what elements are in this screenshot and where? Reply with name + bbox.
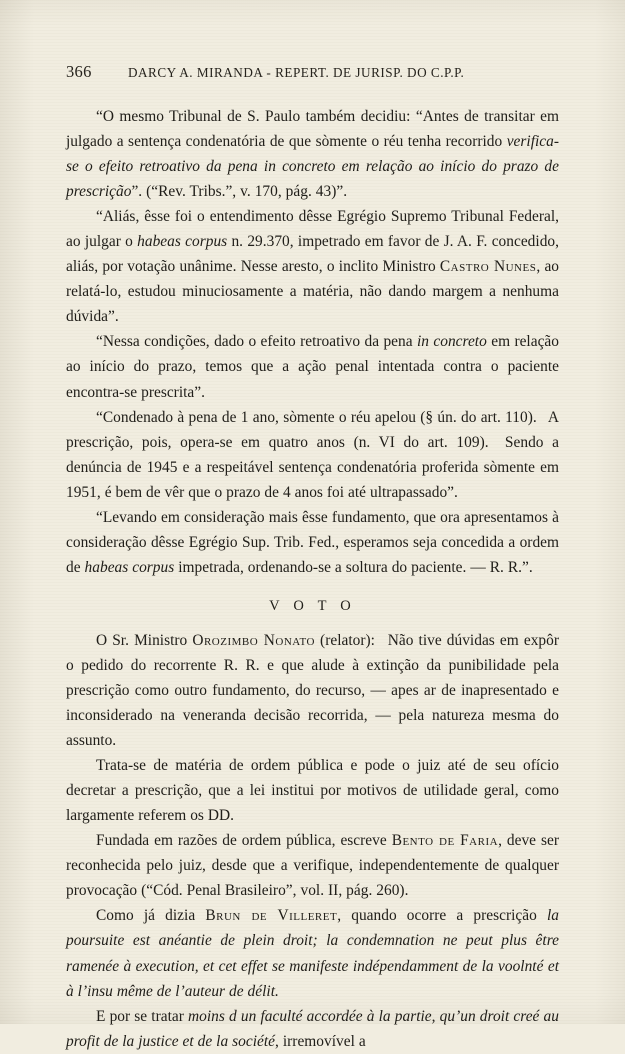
- paragraph: [66, 505, 559, 580]
- text-run: “Levando em consideração mais êsse fundamento, que ora apresentamos à consideração dêsse Egrégio Sup. Trib. Fed., esperamos seja concedida a ordem de: [66, 508, 559, 576]
- text-run: , deve ser reconhecida pelo juiz, desde que a verifique, independentemente de qualquer provocação (“Cód. Penal Brasileiro”, vol. II, pág. 260).: [66, 832, 559, 900]
- proper-name-smallcaps: Bento de Faria: [391, 832, 499, 850]
- text-run: , quando ocorre a prescrição: [337, 907, 547, 925]
- text-run: “Nessa condições, dado o efeito retroativo da pena: [96, 333, 417, 351]
- text-run: “Condenado à pena de 1 ano, sòmente o réu apelou (§ ún. do art. 110). A prescrição, pois, opera-se em quatro anos (n. VI do art. 109). Sendo a denúncia de 1945 e a respeitável sentença condenatória proferida sòmente em 1951, é bem de vêr que o prazo de 4 anos foi até ultrapassado”.: [66, 408, 559, 501]
- paragraph: [66, 1004, 559, 1054]
- paragraph: [66, 405, 559, 505]
- text-run: , ao relatá-lo, estudou minuciosamente a matéria, não dando margem a nenhuma dúvida”.: [66, 258, 560, 326]
- text-run: , irremovível a: [275, 1032, 366, 1050]
- italic-phrase: la poursuite est anéantie de plein droit; la condemnation ne peut plus être ramenée à execution, et cet effet se manifeste indépendamment de la voolnté et à l’insu même de l’auteur de délit.: [66, 907, 559, 1000]
- italic-phrase: habeas corpus: [84, 558, 175, 576]
- paragraph: [66, 903, 559, 1003]
- text-run: E por se tratar: [96, 1007, 189, 1025]
- proper-name-smallcaps: Castro Nunes: [439, 258, 537, 276]
- quoted-decision-paragraphs: [66, 104, 559, 580]
- voto-paragraphs: [66, 628, 559, 1054]
- italic-phrase: verifica-se o efeito retroativo da pena in concreto em relação ao início do prazo de prescrição: [66, 133, 559, 201]
- body-text: [66, 104, 559, 1054]
- text-run: “O mesmo Tribunal de S. Paulo também decidiu: “Antes de transitar em julgado a sentença condenatória de que sòmente o réu tenha recorrido: [66, 108, 559, 151]
- paragraph: [66, 104, 559, 204]
- section-heading-voto: V O T O: [269, 597, 356, 614]
- text-run: n. 29.370, impetrado em favor de J. A. F. concedido, aliás, por votação unânime. Nesse aresto, o inclito Ministro: [66, 233, 559, 276]
- text-run: Fundada em razões de ordem pública, escreve: [96, 832, 392, 850]
- italic-phrase: moins d un faculté accordée à la partie, qu’un droit creé au profit de la justice et de la société: [66, 1007, 559, 1050]
- text-run: O Sr. Ministro: [96, 631, 193, 649]
- page-number: 366: [66, 62, 92, 81]
- text-run: Trata-se de matéria de ordem pública e pode o juiz até de seu ofício decretar a prescrição, que a lei institui por motivos de utilidade geral, como largamente referem os DD.: [66, 757, 559, 825]
- text-run: “Aliás, êsse foi o entendimento dêsse Egrégio Supremo Tribunal Federal, ao julgar o: [66, 208, 559, 251]
- text-run: (relator): Não tive dúvidas em expôr o pedido do recorrente R. R. e que alude à extinção da punibilidade pela prescrição como outro fundamento, do recurso, — apes ar de inapresentado e inconsiderado na veneranda decisão recorrida, — pela natureza mesma do assunto.: [66, 631, 559, 750]
- proper-name-smallcaps: Orozimbo Nonato: [192, 631, 315, 649]
- paragraph: [66, 329, 559, 404]
- text-run: em relação ao início do prazo, temos que a ação penal intentada contra o paciente encontra-se prescrita”.: [66, 333, 560, 401]
- paragraph: [66, 828, 559, 903]
- text-run: ”. (“Rev. Tribs.”, v. 170, pág. 43)”.: [131, 183, 348, 201]
- running-head-title: DARCY A. MIRANDA - REPERT. DE JURISP. DO C.P.P.: [128, 65, 465, 80]
- proper-name-smallcaps: Brun de Villeret: [205, 907, 338, 925]
- text-run: Como já dizia: [96, 907, 206, 925]
- paragraph: [66, 204, 559, 329]
- paragraph: [66, 628, 559, 753]
- text-run: impetrada, ordenando-se a soltura do paciente. — R. R.”.: [174, 558, 533, 576]
- paragraph: [66, 753, 559, 828]
- italic-phrase: habeas corpus: [137, 233, 228, 251]
- italic-phrase: in concreto: [416, 333, 487, 351]
- running-head: [66, 62, 559, 84]
